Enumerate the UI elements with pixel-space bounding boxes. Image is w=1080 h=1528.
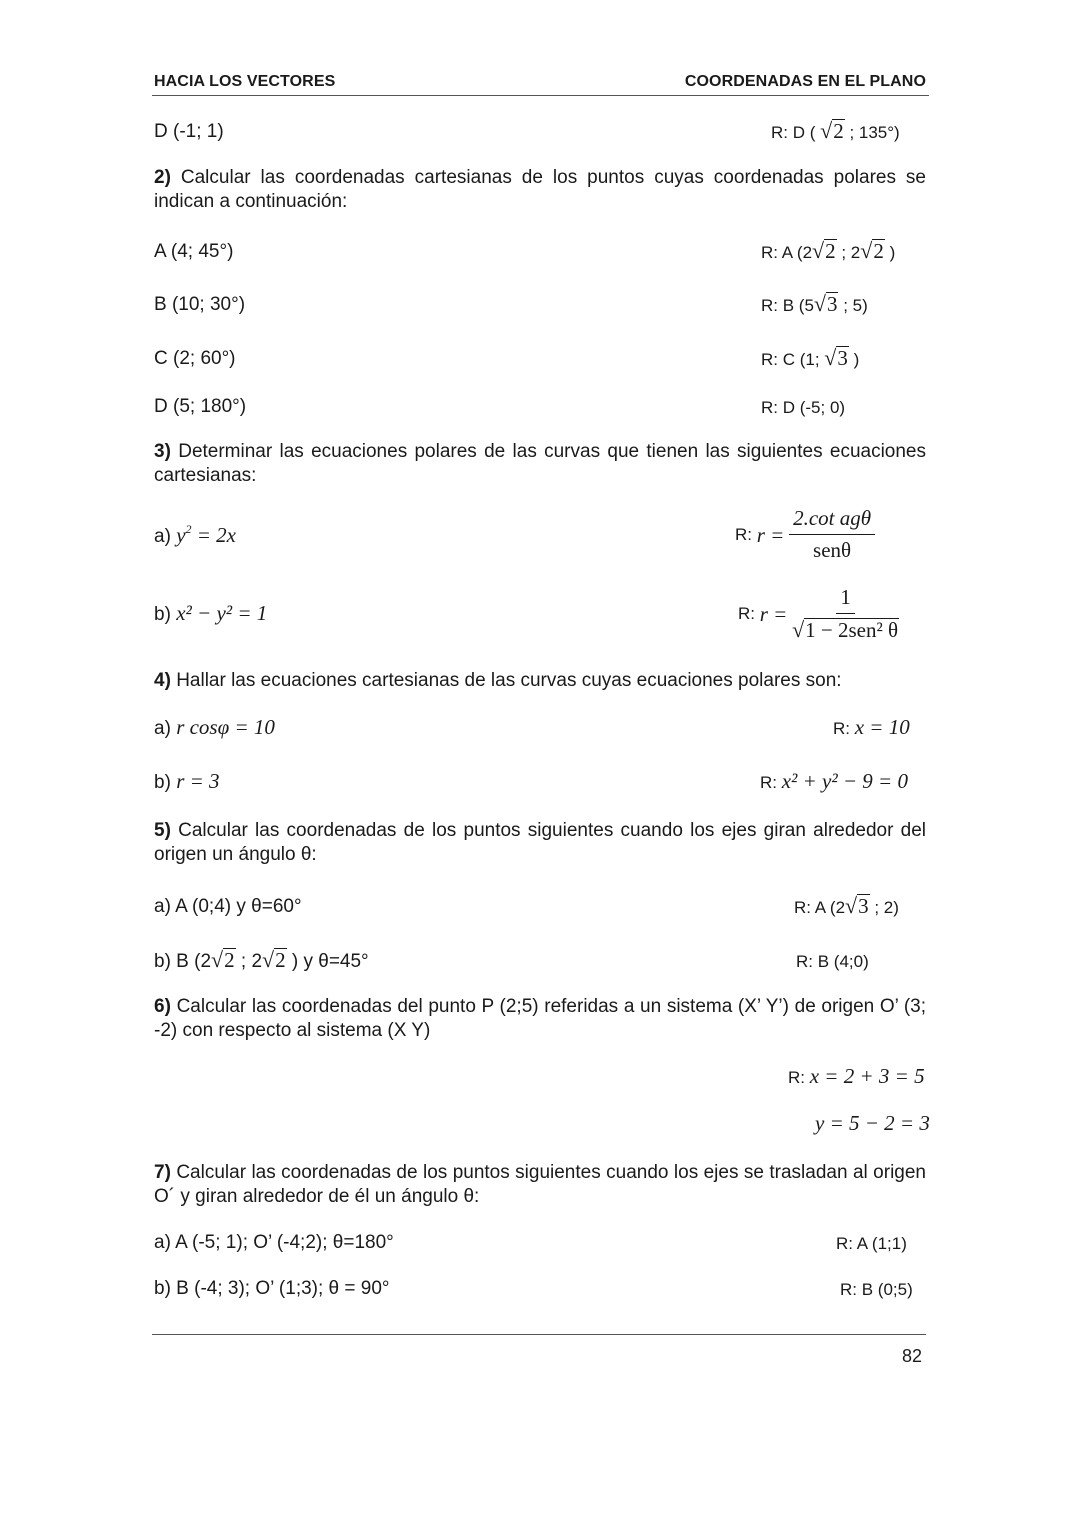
radicand: 3: [858, 894, 869, 918]
answer-text: ; 2: [841, 243, 861, 263]
q4-answer-a: [833, 715, 910, 741]
footer-rule: [152, 1334, 926, 1335]
fraction: [789, 507, 875, 562]
page-number: 82: [901, 1346, 922, 1366]
question-7: [154, 1161, 926, 1209]
question-text: Determinar las ecuaciones polares de las curvas que tienen las siguientes ecuaciones cartesianas:: [154, 441, 927, 486]
item-text: ) y θ=45°: [291, 951, 369, 973]
question-number: 6): [154, 996, 171, 1017]
q2-answer-d: R: D (-5; 0): [761, 398, 846, 417]
radicand: 2: [275, 948, 286, 972]
q2-answer-a: [761, 239, 895, 265]
q5-answer-b: R: B (4;0): [796, 952, 869, 971]
answer-prefix: R:: [833, 719, 850, 738]
question-text: Calcular las coordenadas de los puntos siguientes cuando los ejes se trasladan al origen O´ y giran alrededor de él un ángulo θ:: [154, 1162, 926, 1207]
q2-answer-c: [761, 346, 859, 372]
question-text: Hallar las ecuaciones cartesianas de las curvas cuyas ecuaciones polares son:: [176, 670, 842, 691]
question-number: 2): [154, 167, 171, 188]
fraction: [792, 586, 899, 642]
header-rule: [152, 95, 929, 96]
q3-answer-b: [738, 586, 899, 642]
answer-text: R: A (2: [761, 243, 813, 263]
equation: r = 3: [176, 769, 220, 793]
question-3: [154, 440, 926, 488]
q5-item-a: a) A (0;4) y θ=60°: [154, 896, 302, 917]
answer-equation: x = 10: [854, 715, 910, 739]
q4-answer-b: [760, 769, 908, 795]
eq-exponent: 2: [185, 522, 192, 536]
item-text: b) B (2: [154, 951, 212, 973]
sqrt-symbol: √ 2: [262, 947, 286, 973]
header-left-title: [154, 73, 335, 91]
question-number: 5): [154, 820, 171, 841]
answer-text: ): [853, 350, 860, 370]
item-label: b): [154, 772, 171, 793]
sqrt-symbol: √ 2: [812, 238, 836, 264]
radicand: 3: [837, 346, 848, 370]
answer-prefix: R:: [760, 773, 777, 792]
fraction-numerator: 1: [836, 586, 855, 614]
answer-equation: x = 2 + 3 = 5: [809, 1064, 925, 1088]
q6-answer-line1: [788, 1064, 925, 1090]
answer-variable: r =: [756, 522, 785, 547]
radicand: 2: [224, 948, 235, 972]
q7-item-a: a) A (-5; 1); O’ (-4;2); θ=180°: [154, 1232, 394, 1253]
radicand: 1 − 2sen² θ: [805, 618, 899, 643]
item-label: b): [154, 604, 171, 625]
sqrt-symbol: √ 1 − 2sen² θ: [792, 617, 899, 643]
q7-answer-a: R: A (1;1): [836, 1234, 907, 1253]
answer-prefix: R:: [788, 1068, 805, 1087]
header-right-text: COORDENADAS EN EL PLANO: [684, 73, 926, 90]
fraction-denominator: [792, 614, 899, 642]
radicand: 2: [825, 239, 836, 263]
item-label: a): [154, 526, 171, 547]
question-number: 7): [154, 1162, 171, 1183]
answer-prefix: R:: [738, 604, 755, 624]
q3-answer-a: [735, 507, 875, 562]
header-right-title: [685, 73, 926, 91]
q2-item-c: C (2; 60°): [154, 348, 236, 369]
question-number: 4): [154, 670, 171, 691]
radicand: 2: [873, 239, 884, 263]
q1-answer-prefix: R: D (: [771, 123, 816, 143]
q1-item-d: D (-1; 1): [154, 121, 224, 142]
question-5: [154, 819, 926, 867]
question-text: Calcular las coordenadas del punto P (2;5) referidas a un sistema (X’ Y’) de origen O’ (3; -2) con respecto al sistema (X Y): [154, 996, 926, 1041]
q4-item-a: [154, 715, 275, 741]
radicand: 2: [833, 119, 844, 143]
q2-item-b: B (10; 30°): [154, 294, 246, 315]
sqrt-symbol: √ 2: [860, 238, 884, 264]
question-text: Calcular las coordenadas de los puntos siguientes cuando los ejes giran alrededor del origen un ángulo θ:: [154, 820, 927, 865]
answer-text: ; 2): [874, 898, 899, 918]
q5-item-b: [154, 948, 369, 974]
equation: x² − y² = 1: [176, 601, 268, 625]
answer-text: R: C (1;: [761, 350, 820, 370]
answer-text: ; 5): [843, 296, 868, 316]
item-label: a): [154, 718, 171, 739]
equation: [176, 523, 236, 547]
item-text: ; 2: [240, 951, 263, 973]
answer-variable: r =: [759, 602, 788, 627]
equation: r cosφ = 10: [176, 715, 275, 739]
question-6: [154, 995, 926, 1043]
q6-answer-line2: [815, 1111, 930, 1137]
question-text: Calcular las coordenadas cartesianas de los puntos cuyas coordenadas polares se indican a continuación:: [154, 167, 927, 212]
q7-answer-b: R: B (0;5): [840, 1280, 913, 1299]
eq-rhs: = 2x: [196, 523, 237, 547]
answer-text: R: A (2: [794, 898, 846, 918]
sqrt-symbol: √ 3: [813, 291, 838, 317]
q1-answer-d: [771, 119, 900, 145]
question-4: [154, 669, 926, 693]
q2-item-a: A (4; 45°): [154, 241, 234, 262]
answer-text: R: B (5: [761, 296, 814, 316]
question-2: [154, 166, 926, 214]
q4-item-b: [154, 769, 220, 795]
sqrt-symbol: √ 3: [845, 893, 869, 919]
answer-text: ): [889, 243, 896, 263]
q2-answer-b: [761, 292, 868, 318]
fraction-denominator: senθ: [813, 538, 852, 563]
radicand: 3: [826, 292, 838, 316]
sqrt-symbol: √ 2: [820, 118, 844, 144]
fraction-numerator: 2.cot agθ: [789, 507, 875, 535]
q3-item-b: [154, 601, 267, 627]
eq-lhs: y: [176, 523, 186, 547]
q1-answer-suffix: ; 135°): [849, 123, 900, 143]
q3-item-a: [154, 523, 236, 549]
sqrt-symbol: √ 2: [211, 947, 235, 973]
answer-equation: y = 5 − 2 = 3: [815, 1111, 930, 1135]
question-number: 3): [154, 441, 171, 462]
sqrt-symbol: √ 3: [824, 345, 848, 371]
q2-item-d: D (5; 180°): [154, 396, 247, 417]
q5-answer-a: [794, 894, 899, 920]
header-left-text: HACIA LOS VECTORES: [154, 73, 336, 90]
answer-prefix: R:: [735, 524, 752, 544]
q7-item-b: b) B (-4; 3); O’ (1;3); θ = 90°: [154, 1278, 390, 1299]
answer-equation: x² + y² − 9 = 0: [781, 769, 908, 793]
